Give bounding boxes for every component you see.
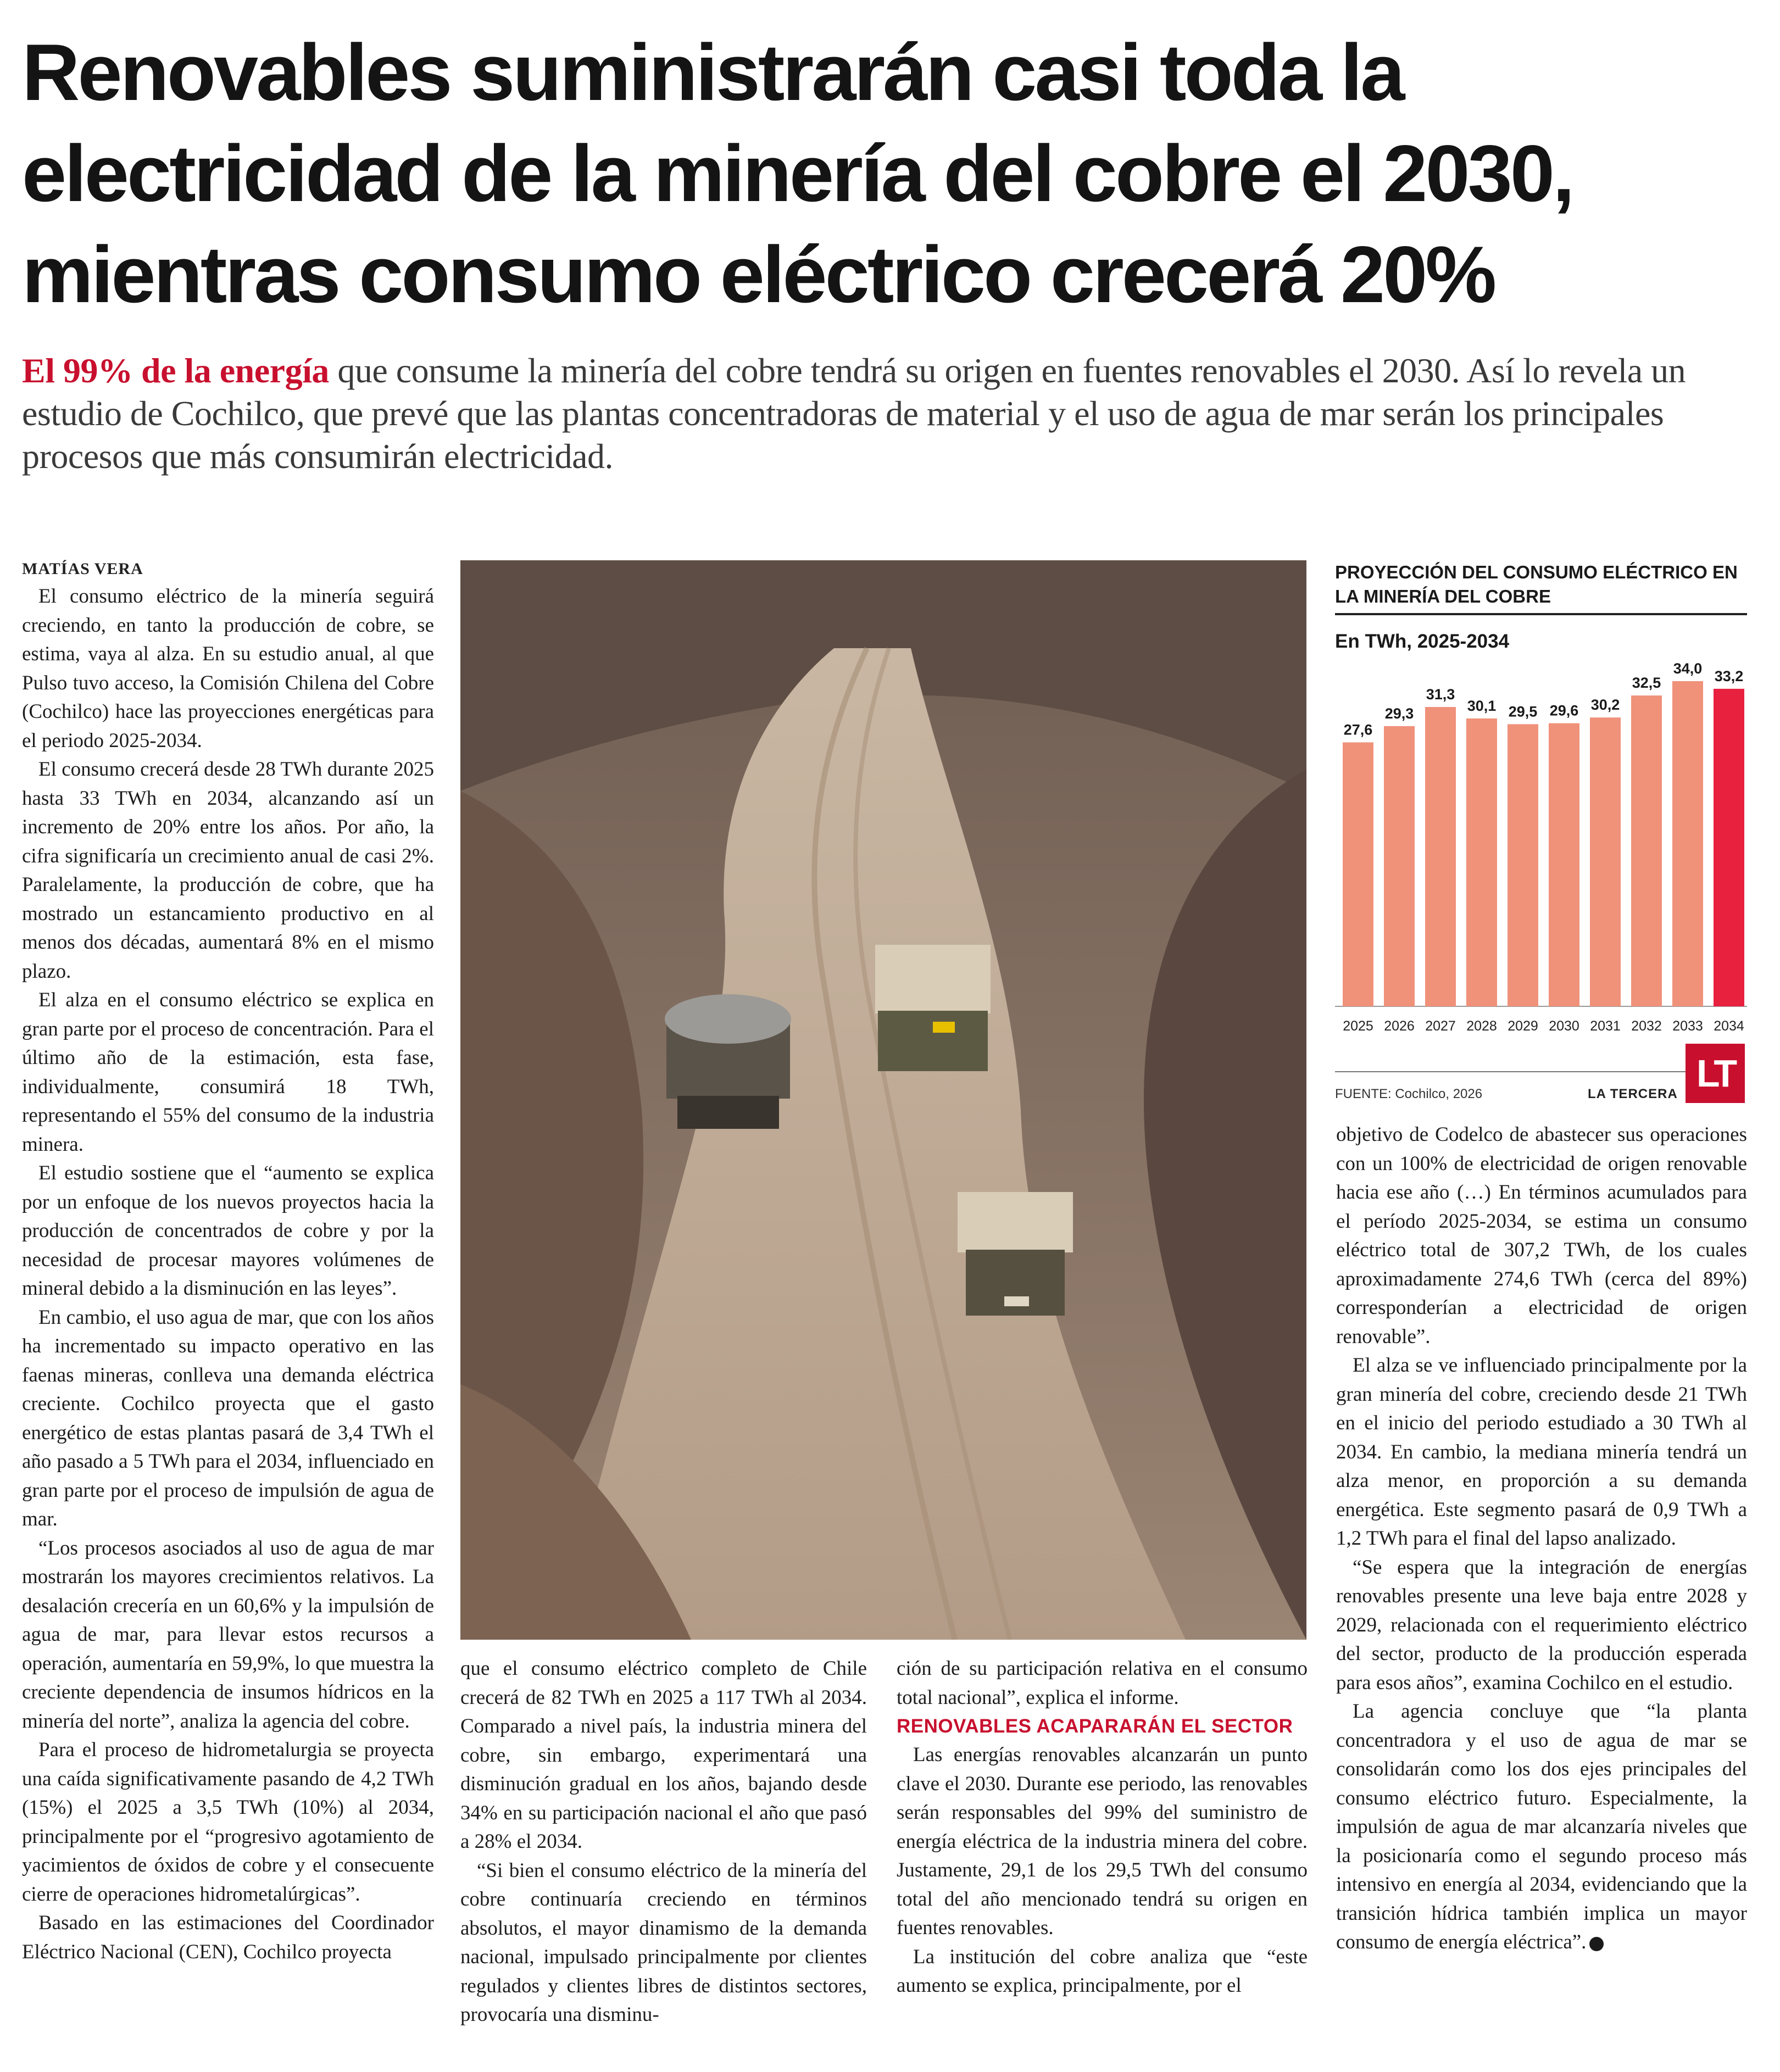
data-label-2025: 27,6 [1343, 721, 1373, 738]
paragraph: que el consumo eléctrico completo de Chile crecerá de 82 TWh en 2025 a 117 TWh al 2034. Comparado a nivel país, la industria minera del cobre, sin embargo, experimentará una disminución gradual en los años, bajando desde 34% en su participación nacional el año que pasó a 28% el 2034. [460, 1657, 867, 1853]
article-column-3 [897, 1655, 1308, 2001]
paragraph-text: La agencia concluye que “la planta concentradora y el uso de agua de mar se consolidarán como los dos ejes principales del consumo eléctrico futuro. Especialmente, la impulsión de agua de mar alcanzaría niveles que la posicionaría como el segundo proceso más intensivo en energía al 2034, evidenciando que la transición hídrica también implica un mayor consumo de energía eléctrica”. [1336, 1700, 1747, 1953]
article-column-2 [460, 1655, 867, 2030]
paragraph: El estudio sostiene que el “aumento se explica por un enfoque de los nuevos proyectos hacia la producción de concentrados de cobre y por la necesidad de procesar mayores volúmenes de mineral debido a la disminución en las leyes”. [22, 1162, 434, 1300]
headline-line-1: Renovables suministrarán casi toda la [22, 27, 1403, 117]
la-tercera-logo: LT [1686, 1044, 1745, 1103]
paragraph: El consumo crecerá desde 28 TWh durante 2025 hasta 33 TWh en 2034, alcanzando así un incremento de 20% entre los años. Por año, la cifra significaría un crecimiento anual de casi 2%. Paralelamente, la producción de cobre, que ha mostrado un estancamiento productivo en al menos dos décadas, aumentará 8% en el mismo plazo. [22, 758, 434, 983]
paragraph: El alza se ve influenciado principalmente por la gran minería del cobre, creciendo desde 21 TWh en el inicio del periodo estudiado a 30 TWh al 2034. En cambio, la mediana minería tendrá un alza menor, en proporción a su demanda energética. Este segmento pasará de 0,9 TWh a 1,2 TWh para el final del lapso analizado. [1336, 1354, 1747, 1550]
bar-2027 [1425, 707, 1456, 1006]
data-label-2027: 31,3 [1426, 686, 1455, 703]
chart-subtitle: En TWh, 2025-2034 [1335, 631, 1510, 652]
deck [22, 349, 1758, 478]
article-column-1 [22, 556, 434, 1967]
bar-2030 [1549, 723, 1579, 1006]
deck-lead: El 99% de la energía [22, 351, 329, 390]
x-tick-2034: 2034 [1714, 1018, 1744, 1034]
bar-chart-plot [1335, 659, 1747, 1044]
truck [958, 1192, 1073, 1316]
x-tick-2028: 2028 [1466, 1018, 1497, 1034]
truck [875, 945, 991, 1071]
truck [665, 994, 791, 1129]
data-label-2030: 29,6 [1549, 702, 1579, 719]
x-tick-2031: 2031 [1590, 1018, 1621, 1034]
chart-title: PROYECCIÓN DEL CONSUMO ELÉCTRICO EN LA MINERÍA DEL COBRE [1335, 560, 1747, 615]
photo-illustration [460, 560, 1306, 1640]
article-column-4 [1336, 1121, 1747, 1957]
paragraph: “Se espera que la integración de energías renovables presente una leve baja entre 2028 y 2029, relacionada con el requerimiento eléctrico del sector, producto de la producción esperada para esos años”, examina Cochilco en el estudio. [1336, 1556, 1747, 1694]
paragraph: “Los procesos asociados al uso de agua de mar mostrarán los mayores crecimientos relativos. La desalación crecería en un 60,6% y la impulsión de agua de mar, para llevar estos recursos a operación, aumentaría en 59,9%, lo que muestra la creciente dependencia de insumos hídricos en la minería del norte”, analiza la agencia del cobre. [22, 1536, 434, 1733]
bar-2026 [1384, 726, 1415, 1006]
chart-source: FUENTE: Cochilco, 2026 [1335, 1087, 1483, 1101]
section-subhead: RENOVABLES ACAPARARÁN EL SECTOR [897, 1715, 1293, 1737]
data-label-2034: 33,2 [1714, 667, 1744, 684]
consumption-chart [1335, 560, 1747, 1107]
x-tick-2030: 2030 [1549, 1018, 1579, 1034]
headline-line-2: electricidad de la minería del cobre el 2030, [22, 129, 1573, 218]
publisher-name: LA TERCERA [1588, 1087, 1678, 1101]
x-tick-2033: 2033 [1672, 1018, 1703, 1034]
data-label-2033: 34,0 [1673, 660, 1703, 677]
data-label-2031: 30,2 [1590, 697, 1620, 714]
headline [22, 22, 1758, 325]
byline: MATÍAS VERA [22, 560, 143, 578]
x-tick-2026: 2026 [1384, 1018, 1415, 1034]
mining-trucks-photo [460, 560, 1306, 1640]
bar-2028 [1466, 718, 1497, 1006]
paragraph: Las energías renovables alcanzarán un punto clave el 2030. Durante ese periodo, las renovables serán responsables del 99% del suministro de energía eléctrica de la industria minera del cobre. Justamente, 29,1 de los 29,5 TWh del consumo total del año mencionado tendrá su origen en fuentes renovables. [897, 1744, 1308, 1939]
deck-text: que consume la minería del cobre tendrá su origen en fuentes renovables el 2030. Así lo revela un estudio de Cochilco, que prevé que las plantas concentradoras de material y el uso de agua de mar serán los principales procesos que más consumirán electricidad. [22, 351, 1686, 476]
paragraph: “Si bien el consumo eléctrico de la minería del cobre continuaría creciendo en términos absolutos, el mayor dinamismo de la demanda nacional, impulsado principalmente por clientes regulados y clientes libres de distintos sectores, provocaría una disminu- [460, 1859, 867, 2026]
headline-line-3: mientras consumo eléctrico crecerá 20% [22, 230, 1495, 319]
bar-2034 [1714, 689, 1744, 1006]
data-label-2032: 32,5 [1632, 675, 1661, 692]
bar-2032 [1631, 695, 1662, 1006]
paragraph: Basado en las estimaciones del Coordinador Eléctrico Nacional (CEN), Cochilco proyecta [22, 1912, 434, 1963]
paragraph [1336, 1697, 1747, 1957]
x-tick-2029: 2029 [1508, 1018, 1538, 1034]
paragraph: objetivo de Codelco de abastecer sus operaciones con un 100% de electricidad de origen renovable hacia ese año (…) En términos acumulados para el período 2025-2034, se estima un consumo eléctrico total de 307,2 TWh, de los cuales aproximadamente 274,6 TWh (cerca del 89%) corresponderían a electricidad de origen renovable”. [1336, 1123, 1747, 1348]
paragraph: Para el proceso de hidrometalurgia se proyecta una caída significativamente pasando de 4,2 TWh (15%) el 2025 a 3,5 TWh (10%) al 2034, principalmente por el “progresivo agotamiento de yacimientos de óxidos de cobre y el consecuente cierre de operaciones hidrometalúrgicas”. [22, 1739, 434, 1906]
data-label-2028: 30,1 [1467, 697, 1497, 714]
paragraph: ción de su participación relativa en el consumo total nacional”, explica el informe. [897, 1657, 1308, 1709]
bar-2031 [1590, 717, 1621, 1006]
x-tick-2025: 2025 [1343, 1018, 1373, 1034]
x-tick-2027: 2027 [1425, 1018, 1456, 1034]
paragraph: El consumo eléctrico de la minería seguirá creciendo, en tanto la producción de cobre, se estima, vaya al alza. En su estudio anual, al que Pulso tuvo acceso, la Comisión Chilena del Cobre (Cochilco) hace las proyecciones energéticas para el periodo 2025-2034. [22, 585, 434, 752]
data-label-2029: 29,5 [1508, 703, 1538, 720]
data-label-2026: 29,3 [1384, 705, 1414, 722]
chart-divider [1335, 1071, 1698, 1072]
bar-2033 [1672, 681, 1703, 1006]
bar-2029 [1508, 724, 1538, 1006]
paragraph: En cambio, el uso agua de mar, que con los años ha incrementado su impacto operativo en las faenas mineras, conlleva una demanda eléctrica creciente. Cochilco proyecta que el gasto energético de estas plantas pasará de 3,4 TWh el año pasado a 5 TWh para el 2034, influenciado en gran parte por el proceso de impulsión de agua de mar. [22, 1306, 434, 1530]
paragraph: La institución del cobre analiza que “este aumento se explica, principalmente, por el [897, 1945, 1308, 1997]
x-tick-2032: 2032 [1631, 1018, 1662, 1034]
paragraph: El alza en el consumo eléctrico se explica en gran parte por el proceso de concentración. Para el último año de la estimación, esta fase, individualmente, consumirá 18 TWh, representando el 55% del consumo de la industria minera. [22, 989, 434, 1156]
bar-2025 [1343, 742, 1373, 1006]
end-of-article-icon [1589, 1937, 1604, 1951]
